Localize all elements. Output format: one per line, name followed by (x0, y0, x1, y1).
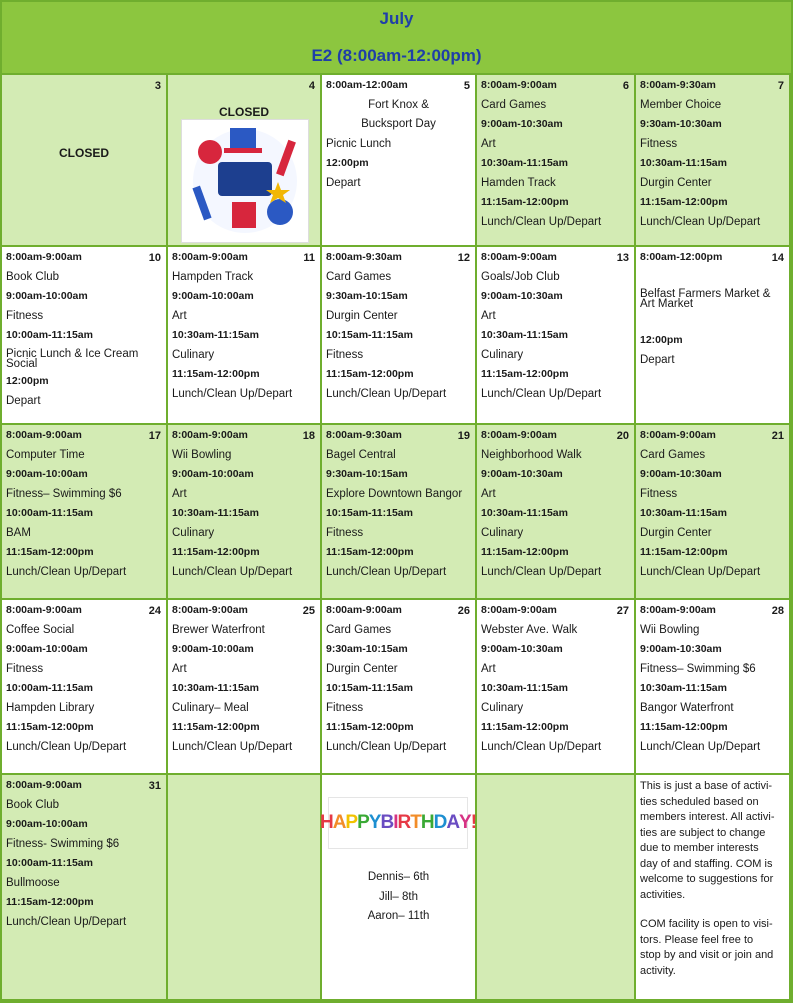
activity-time: 9:00am-10:30am (481, 468, 563, 480)
day-cell (636, 775, 791, 1001)
activity-time: 9:00am-10:00am (172, 290, 254, 302)
day-cell (168, 425, 322, 600)
activity-name: Hampden Library (6, 701, 95, 714)
activity-name: Lunch/Clean Up/Depart (326, 565, 447, 578)
activity-list (481, 251, 630, 401)
activity-name: Bagel Central (326, 448, 396, 461)
activity-name: Durgin Center (326, 662, 398, 675)
activity-name: Book Club (6, 270, 60, 283)
activity-time: 11:15am-12:00pm (172, 546, 260, 558)
activity-time: 10:15am-11:15am (326, 682, 413, 694)
activity-name: Lunch/Clean Up/Depart (481, 215, 602, 228)
activity-time: 8:00am-9:00am (172, 251, 248, 263)
activity-time: 11:15am-12:00pm (481, 368, 569, 380)
activity-list (481, 604, 630, 754)
activity-time: 8:00am-9:00am (6, 779, 82, 791)
activity-time: 11:15am-12:00pm (6, 721, 94, 733)
birthday-name: Dennis– 6th (367, 871, 430, 883)
activity-time: 10:30am-11:15am (172, 507, 259, 519)
activity-name: Lunch/Clean Up/Depart (481, 565, 602, 578)
activity-name: Bucksport Day (361, 118, 436, 130)
activity-name: Picnic Lunch & Ice Cream Social (6, 347, 139, 370)
activity-name: Fitness– Swimming $6 (6, 487, 122, 500)
activity-name: Explore Downtown Bangor (326, 487, 463, 500)
day-number: 13 (616, 252, 629, 264)
activity-name: Culinary (172, 526, 215, 539)
day-cell (168, 247, 322, 425)
activity-name: Durgin Center (326, 309, 398, 322)
activity-time: 8:00am-12:00pm (640, 251, 723, 263)
activity-name: Card Games (481, 98, 547, 111)
activity-name: Webster Ave. Walk (481, 623, 578, 636)
day-number: 26 (457, 605, 470, 617)
activity-name: Lunch/Clean Up/Depart (6, 565, 127, 578)
activity-name: Durgin Center (640, 176, 712, 189)
day-number: 10 (148, 252, 161, 264)
activity-name: Brewer Waterfront (172, 623, 265, 636)
activity-list (6, 604, 162, 754)
activity-name: Fitness– Swimming $6 (640, 662, 756, 675)
activity-time: 9:00am-10:00am (172, 643, 254, 655)
activity-name: BAM (6, 526, 31, 539)
spacer (640, 271, 785, 283)
activity-name: Book Club (6, 798, 60, 811)
day-cell (636, 75, 791, 247)
activity-list (481, 429, 630, 579)
day-number: 18 (302, 430, 315, 442)
activity-name: Wii Bowling (640, 623, 700, 636)
popcorn-icon (232, 202, 256, 228)
activity-name: Art (172, 487, 187, 500)
activity-time: 8:00am-9:00am (481, 79, 557, 91)
activity-list (172, 251, 316, 401)
activity-time: 8:00am-9:00am (640, 429, 716, 441)
activity-time: 10:30am-11:15am (640, 157, 727, 169)
activity-name: Lunch/Clean Up/Depart (172, 565, 293, 578)
activity-time: 10:30am-11:15am (481, 157, 568, 169)
day-cell (2, 247, 168, 425)
july-badge-icon (218, 162, 272, 196)
activity-name: Art (481, 662, 496, 675)
activity-time: 11:15am-12:00pm (172, 721, 260, 733)
day-number: 7 (777, 80, 784, 92)
day-cell (2, 425, 168, 600)
activity-time: 8:00am-9:00am (6, 429, 82, 441)
day-cell (168, 600, 322, 775)
activity-list (6, 779, 162, 929)
activity-name: Culinary (172, 348, 215, 361)
activity-time: 9:30am-10:15am (326, 643, 408, 655)
activity-name: Culinary (481, 526, 524, 539)
activity-name: Art (172, 309, 187, 322)
birthday-list (326, 871, 471, 923)
activity-name: Lunch/Clean Up/Depart (640, 565, 761, 578)
balloon-icon (267, 199, 293, 225)
activity-time: 12:00pm (6, 375, 49, 387)
activity-time: 8:00am-9:00am (481, 251, 557, 263)
activity-time: 10:00am-11:15am (6, 857, 93, 869)
activity-name: Depart (6, 394, 41, 407)
day-number: 21 (771, 430, 784, 442)
activity-name: Lunch/Clean Up/Depart (6, 740, 127, 753)
activity-name: Wii Bowling (172, 448, 232, 461)
activity-time: 11:15am-12:00pm (6, 546, 94, 558)
day-cell (2, 75, 168, 247)
activity-list (326, 79, 471, 190)
activity-time: 9:30am-10:30am (640, 118, 722, 130)
activity-name: Goals/Job Club (481, 270, 560, 283)
activity-name: Depart (326, 176, 361, 189)
activity-name: Card Games (326, 270, 392, 283)
activity-list (326, 251, 471, 401)
activity-name: Lunch/Clean Up/Depart (640, 215, 761, 228)
activity-time: 10:30am-11:15am (640, 682, 727, 694)
day-cell (636, 600, 791, 775)
activity-name: Art (481, 137, 496, 150)
activity-time: 11:15am-12:00pm (326, 368, 414, 380)
day-number: 3 (154, 80, 161, 92)
calendar-grid (2, 75, 791, 1001)
fourth-of-july-image (181, 119, 309, 243)
activity-name: Culinary (481, 701, 524, 714)
activity-time: 12:00pm (640, 334, 683, 346)
activity-name: Hampden Track (172, 270, 254, 283)
activity-name: Bangor Waterfront (640, 701, 734, 714)
activity-time: 9:00am-10:30am (640, 643, 722, 655)
activity-time: 9:00am-10:00am (6, 643, 88, 655)
day-number: 6 (622, 80, 629, 92)
activity-name: Fort Knox & (368, 98, 429, 111)
activity-name: Fitness- Swimming $6 (6, 837, 120, 850)
activity-name: Fitness (640, 137, 678, 150)
activity-time: 8:00am-9:30am (326, 251, 402, 263)
activity-name: Lunch/Clean Up/Depart (6, 915, 127, 928)
closed-label: CLOSED (58, 146, 109, 160)
activity-time: 9:30am-10:15am (326, 290, 408, 302)
balloon-icon (198, 140, 222, 164)
day-cell (477, 600, 636, 775)
day-number: 12 (457, 252, 470, 264)
activity-time: 8:00am-9:00am (172, 604, 248, 616)
day-number: 28 (771, 605, 784, 617)
activity-name: Culinary (481, 348, 524, 361)
activity-time: 10:30am-11:15am (172, 682, 259, 694)
activity-time: 10:15am-11:15am (326, 329, 413, 341)
day-cell (477, 247, 636, 425)
activity-name: Bullmoose (6, 876, 60, 889)
activity-name: Fitness (640, 487, 678, 500)
activity-time: 10:00am-11:15am (6, 682, 93, 694)
activity-name: Lunch/Clean Up/Depart (326, 740, 447, 753)
activity-time: 10:15am-11:15am (326, 507, 413, 519)
activity-time: 8:00am-9:00am (481, 429, 557, 441)
activity-name: Member Choice (640, 98, 722, 111)
day-number: 19 (457, 430, 470, 442)
activity-name: Computer Time (6, 448, 85, 461)
activity-time: 10:30am-11:15am (172, 329, 259, 341)
activity-list (481, 79, 630, 229)
day-number: 14 (771, 252, 784, 264)
activity-time: 9:00am-10:00am (6, 468, 88, 480)
activity-name: Coffee Social (6, 623, 75, 636)
day-cell (477, 425, 636, 600)
activity-time: 9:00am-10:30am (481, 290, 563, 302)
activity-time: 9:00am-10:30am (481, 643, 563, 655)
day-number: 5 (463, 80, 470, 92)
activity-time: 8:00am-9:00am (172, 429, 248, 441)
day-cell (322, 247, 477, 425)
activity-name: Card Games (640, 448, 706, 461)
activity-list (172, 429, 316, 579)
activity-name: Lunch/Clean Up/Depart (172, 740, 293, 753)
activity-list (326, 604, 471, 754)
activity-name: Lunch/Clean Up/Depart (326, 387, 447, 400)
day-number: 27 (616, 605, 629, 617)
activity-name: Art (481, 487, 496, 500)
day-cell (319, 775, 477, 1001)
activity-time: 11:15am-12:00pm (640, 721, 728, 733)
activity-list (640, 429, 785, 579)
activity-time: 10:30am-11:15am (481, 682, 568, 694)
activity-time: 10:30am-11:15am (481, 329, 568, 341)
day-cell (2, 775, 168, 1001)
day-number: 31 (148, 780, 161, 792)
activity-list (6, 251, 162, 408)
info-note: This is just a base of activi- ties scheduled based on members interest. All activi- ties are subject to change due to member interests day of and staffing. COM is welcome to suggestions for activities. (640, 780, 775, 901)
activity-time: 8:00am-9:00am (640, 604, 716, 616)
happy-birthday-banner: H A P P Y B I R T H D A Y ! (328, 797, 468, 849)
day-number: 25 (302, 605, 315, 617)
activity-time: 8:00am-9:00am (326, 604, 402, 616)
birthday-name: Aaron– 11th (367, 910, 430, 922)
month-title: July (379, 9, 414, 28)
activity-time: 12:00pm (326, 157, 369, 169)
day-cell (636, 425, 791, 600)
activity-name: Fitness (6, 662, 44, 675)
day-number: 11 (303, 252, 315, 264)
activity-time: 8:00am-12:00am (326, 79, 408, 91)
day-cell (2, 600, 168, 775)
activity-name: Card Games (326, 623, 392, 636)
hat-icon (230, 128, 256, 150)
activity-time: 9:00am-10:00am (6, 818, 88, 830)
day-cell (168, 75, 322, 247)
birthday-name: Jill– 8th (379, 890, 418, 903)
activity-name: Durgin Center (640, 526, 712, 539)
activity-time: 11:15am-12:00pm (481, 546, 569, 558)
activity-name: Neighborhood Walk (481, 448, 582, 461)
activity-time: 9:00am-10:00am (6, 290, 88, 302)
info-note: COM facility is open to visi- tors. Please feel free to stop by and visit or join and activity. (640, 918, 774, 977)
activity-time: 9:00am-10:00am (172, 468, 254, 480)
activity-time: 11:15am-12:00pm (326, 546, 414, 558)
activity-name: Art (481, 309, 496, 322)
activity-name: Lunch/Clean Up/Depart (481, 740, 602, 753)
activity-list (6, 429, 162, 579)
activity-name: Lunch/Clean Up/Depart (172, 387, 293, 400)
activity-name: Culinary– Meal (172, 701, 249, 714)
activity-time: 8:00am-9:00am (6, 251, 82, 263)
day-cell (322, 75, 477, 247)
activity-time: 11:15am-12:00pm (6, 896, 94, 908)
activity-list (640, 251, 785, 367)
day-number: 24 (148, 605, 161, 617)
activity-time: 11:15am-12:00pm (172, 368, 260, 380)
activity-time: 8:00am-9:00am (6, 604, 82, 616)
activity-name: Art (172, 662, 187, 675)
activity-name: Fitness (326, 348, 364, 361)
activity-time: 11:15am-12:00pm (640, 196, 728, 208)
day-cell (636, 247, 791, 425)
day-number: 20 (616, 430, 629, 442)
activity-time: 10:30am-11:15am (481, 507, 568, 519)
activity-time: 8:00am-9:00am (481, 604, 557, 616)
day-cell (168, 775, 322, 1001)
activity-name: Fitness (6, 309, 44, 322)
day-number: 4 (308, 80, 315, 92)
activity-name: Depart (640, 353, 675, 366)
activity-list (172, 604, 316, 754)
closed-label: CLOSED (218, 105, 269, 119)
calendar-header (2, 2, 791, 75)
activity-name: Hamden Track (481, 176, 556, 189)
activity-list (326, 429, 471, 579)
activity-time: 11:15am-12:00pm (481, 196, 569, 208)
activity-time: 9:30am-10:15am (326, 468, 408, 480)
activity-name: Lunch/Clean Up/Depart (640, 740, 761, 753)
activity-time: 10:00am-11:15am (6, 329, 93, 341)
activity-name: Belfast Farmers Market & Art Market (640, 288, 771, 310)
activity-name: Lunch/Clean Up/Depart (481, 387, 602, 400)
day-cell (322, 600, 477, 775)
activity-time: 11:15am-12:00pm (481, 721, 569, 733)
day-cell (477, 75, 636, 247)
spacer (640, 316, 785, 328)
activity-time: 10:00am-11:15am (6, 507, 93, 519)
activity-list (640, 604, 785, 754)
activity-name: Fitness (326, 701, 364, 714)
activity-time: 11:15am-12:00pm (640, 546, 728, 558)
activity-time: 9:00am-10:30am (640, 468, 722, 480)
activity-time: 8:00am-9:30am (640, 79, 716, 91)
activity-time: 8:00am-9:30am (326, 429, 402, 441)
day-number: 17 (148, 430, 161, 442)
activity-name: Fitness (326, 526, 364, 539)
activity-time: 9:00am-10:30am (481, 118, 563, 130)
activity-time: 10:30am-11:15am (640, 507, 727, 519)
activity-list (640, 79, 785, 229)
day-cell (322, 425, 477, 600)
day-cell (477, 775, 636, 1001)
activity-time: 11:15am-12:00pm (326, 721, 414, 733)
program-title: E2 (8:00am-12:00pm) (311, 46, 482, 65)
activity-name: Picnic Lunch (326, 137, 392, 150)
